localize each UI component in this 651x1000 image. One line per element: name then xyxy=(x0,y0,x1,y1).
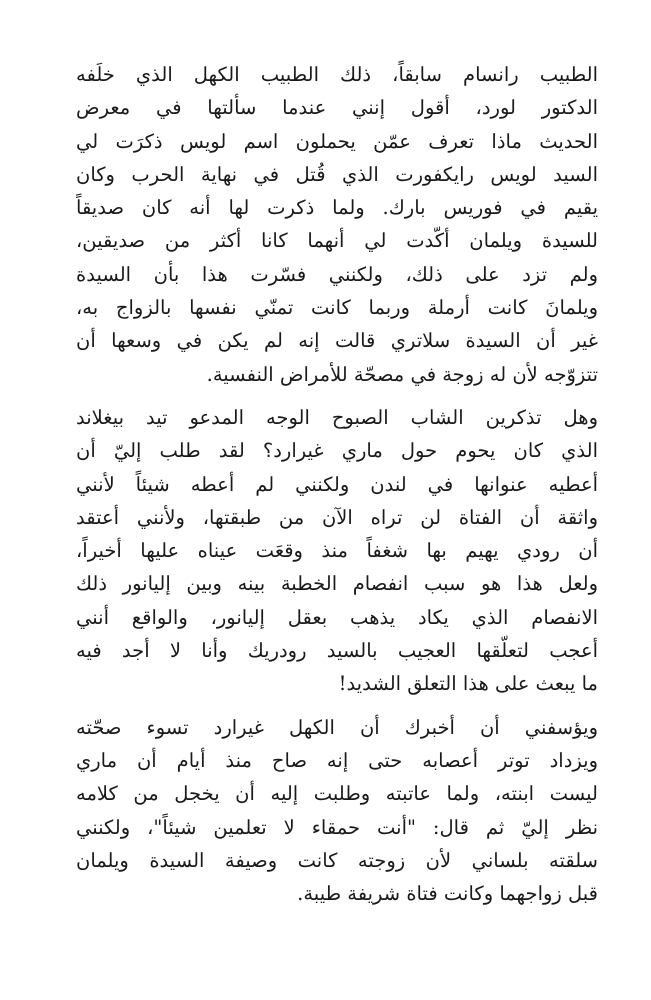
text-line: قبل زواجهما وكانت فتاة شريفة طيبة. xyxy=(297,882,598,906)
text-line: الحديث ماذا تعرف عمّن يحملون اسم لويس ذكرَت لي xyxy=(76,129,598,153)
text-line: يقيم في فوريس بارك. ولما ذكرت لها أنه كان صديقاً xyxy=(76,196,598,220)
text-line: الذي كان يحوم حول ماري غيرارد؟ لقد طلب إليّ أن xyxy=(76,439,598,463)
body-text xyxy=(76,58,598,910)
text-line: السيد لويس رايكفورت الذي قُتل في نهاية الحرب وكان xyxy=(76,162,598,186)
text-line: الانفصام الذي يكاد يذهب بعقل إليانور، والواقع أنني xyxy=(76,605,598,629)
text-line: ما يبعث على هذا التعلق الشديد! xyxy=(338,672,598,696)
paragraph-1 xyxy=(76,58,598,391)
text-line: أعطيه عنوانها في لندن ولكنني لم أعطه شيئاً لأنني xyxy=(76,472,598,496)
text-line: سلقته بلساني لأن زوجته كانت وصيفة السيدة ويلمان xyxy=(76,848,598,872)
text-line: وهل تذكرين الشاب الصبوح الوجه المدعو تيد بيغلاند xyxy=(76,405,598,429)
text-line: ويلمانَ كانت أرملة وربما كانت تمنّي نفسها بالزواج به، xyxy=(76,296,598,320)
text-line: ولم تزد على ذلك، ولكنني فسّرت هذا بأن السيدة xyxy=(76,262,598,286)
text-line: للسيدة ويلمان أكّدت لي أنهما كانا أكثر من صديقين، xyxy=(76,229,598,253)
text-line: ويزداد توتر أعصابه حتى إنه صاح منذ أيام أن ماري xyxy=(76,748,598,772)
text-line: ولعل هذا هو سبب انفصام الخطبة بينه وبين إليانور ذلك xyxy=(76,572,598,596)
text-line: تتزوّجه لأن له زوجة في مصحّة للأمراض النفسية. xyxy=(206,362,598,386)
paragraph-2 xyxy=(76,401,598,701)
text-line: غير أن السيدة سلاتري قالت إنه لم يكن في وسعها أن xyxy=(76,329,598,353)
text-line: ليست ابنته، ولما عاتبته وطلبت إليه أن يخجل من كلامه xyxy=(76,782,598,806)
text-line: أن رودي يهيم بها شغفاً منذ وقعَت عيناه عليها أخيراً، xyxy=(76,539,598,563)
text-line: الطبيب رانسام سابقاً، ذلك الطبيب الكهل الذي خلَفه xyxy=(76,63,598,86)
text-line: نظر إليّ ثم قال: "أنت حمقاء لا تعلمين شيئاً"، ولكنني xyxy=(76,815,598,839)
text-line: أعجب لتعلّقها العجيب بالسيد رودريك وأنا لا أجد فيه xyxy=(76,639,598,663)
text-line: ويؤسفني أن أخبرك أن الكهل غيرارد تسوء صحّته xyxy=(76,715,598,739)
text-line: الدكتور لورد، أقول إنني عندما سألتها في معرض xyxy=(76,96,598,120)
text-line: واثقة أن الفتاة لن تراه الآن من طبقتها، ولأنني أعتقد xyxy=(76,505,598,529)
paragraph-3 xyxy=(76,711,598,911)
